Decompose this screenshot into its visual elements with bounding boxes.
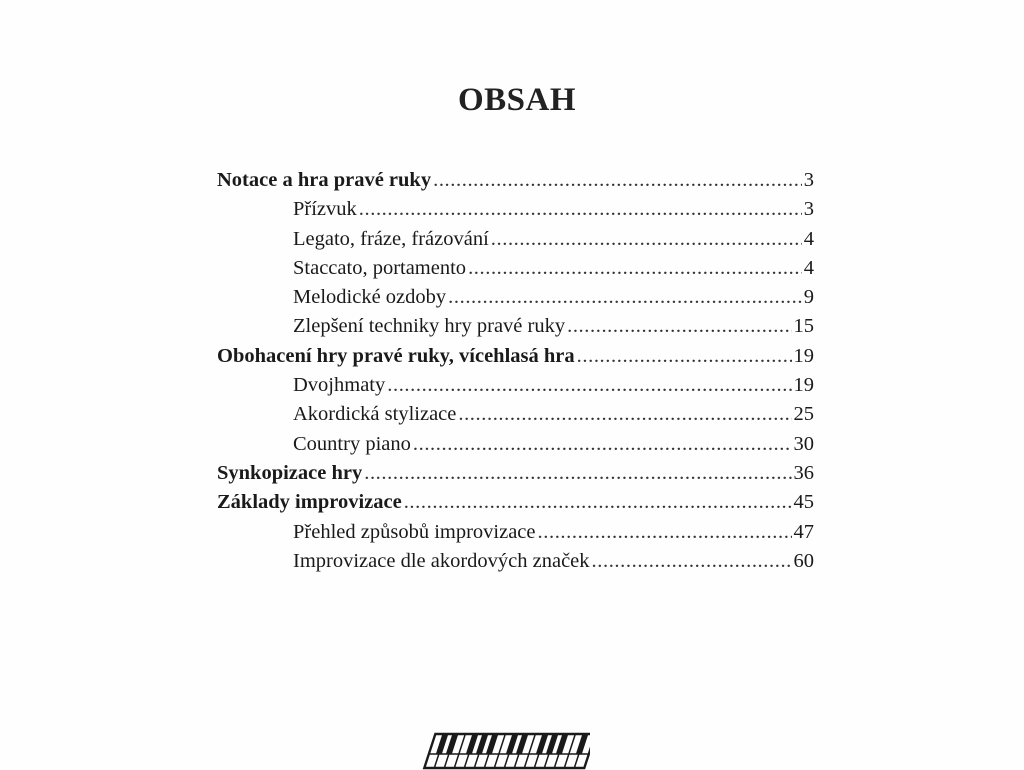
toc-entry-section <box>217 312 814 341</box>
toc-entry-section <box>217 430 814 459</box>
piano-keyboard-icon <box>420 732 590 770</box>
toc-entry-chapter <box>217 459 814 488</box>
toc-page-number: 19 <box>793 374 814 397</box>
toc-entry-section <box>217 547 814 576</box>
toc-leader-dots <box>592 547 792 576</box>
toc-leader-dots <box>577 342 792 371</box>
toc-leader-dots <box>387 371 791 400</box>
toc-page-number: 19 <box>793 344 814 367</box>
toc-leader-dots <box>448 283 802 312</box>
toc-page-number: 3 <box>803 198 814 221</box>
toc-page-number: 4 <box>803 256 814 279</box>
toc-page-number: 9 <box>803 286 814 309</box>
page-title: OBSAH <box>457 82 577 118</box>
toc-page-number: 60 <box>793 549 814 572</box>
toc-page-number: 45 <box>793 491 814 514</box>
toc-page-number: 3 <box>803 169 814 191</box>
toc-entry-label: Obohacení hry pravé ruky, vícehlasá hra <box>217 344 575 367</box>
toc-entry-label: Country piano <box>293 432 411 455</box>
toc-leader-dots <box>538 518 792 547</box>
toc-entry-chapter <box>217 342 814 371</box>
toc-entry-chapter <box>217 488 814 517</box>
toc-page-number: 47 <box>793 520 814 543</box>
toc-leader-dots <box>433 166 802 195</box>
toc-leader-dots <box>404 488 792 517</box>
toc-entry-label: Staccato, portamento <box>293 256 467 279</box>
toc-entry-section <box>217 400 814 429</box>
toc-leader-dots <box>359 195 802 224</box>
toc-page-number: 30 <box>793 432 814 455</box>
toc-entry-label: Synkopizace hry <box>217 461 363 484</box>
toc-entry-section <box>217 371 814 400</box>
toc-entry-label: Melodické ozdoby <box>293 286 447 309</box>
toc-leader-dots <box>364 459 791 488</box>
toc-entry-label: Základy improvizace <box>217 491 402 514</box>
toc-entry-label: Improvizace dle akordových značek <box>293 549 590 572</box>
toc-page-number: 25 <box>793 403 814 426</box>
toc-entry-label: Zlepšení techniky hry pravé ruky <box>293 315 566 338</box>
toc-entry-section <box>217 195 814 224</box>
toc-entry-section <box>217 254 814 283</box>
toc-entry-label: Přehled způsobů improvizace <box>293 520 536 543</box>
toc-leader-dots <box>567 312 791 341</box>
toc-entry-label: Legato, fráze, frázování <box>293 227 489 250</box>
toc-entry-label: Přízvuk <box>293 198 357 221</box>
toc-leader-dots <box>468 254 802 283</box>
table-of-contents <box>217 166 814 576</box>
toc-entry-section <box>217 518 814 547</box>
toc-entry-label: Notace a hra pravé ruky <box>217 169 432 191</box>
toc-entry-section <box>217 283 814 312</box>
toc-entry-label: Akordická stylizace <box>293 403 457 426</box>
toc-entry-chapter <box>217 166 814 195</box>
toc-leader-dots <box>458 400 791 429</box>
toc-entry-section <box>217 225 814 254</box>
toc-page-number: 15 <box>793 315 814 338</box>
toc-leader-dots <box>413 430 792 459</box>
toc-leader-dots <box>491 225 802 254</box>
toc-page-number: 36 <box>793 461 814 484</box>
toc-page-number: 4 <box>803 227 814 250</box>
toc-entry-label: Dvojhmaty <box>293 374 386 397</box>
